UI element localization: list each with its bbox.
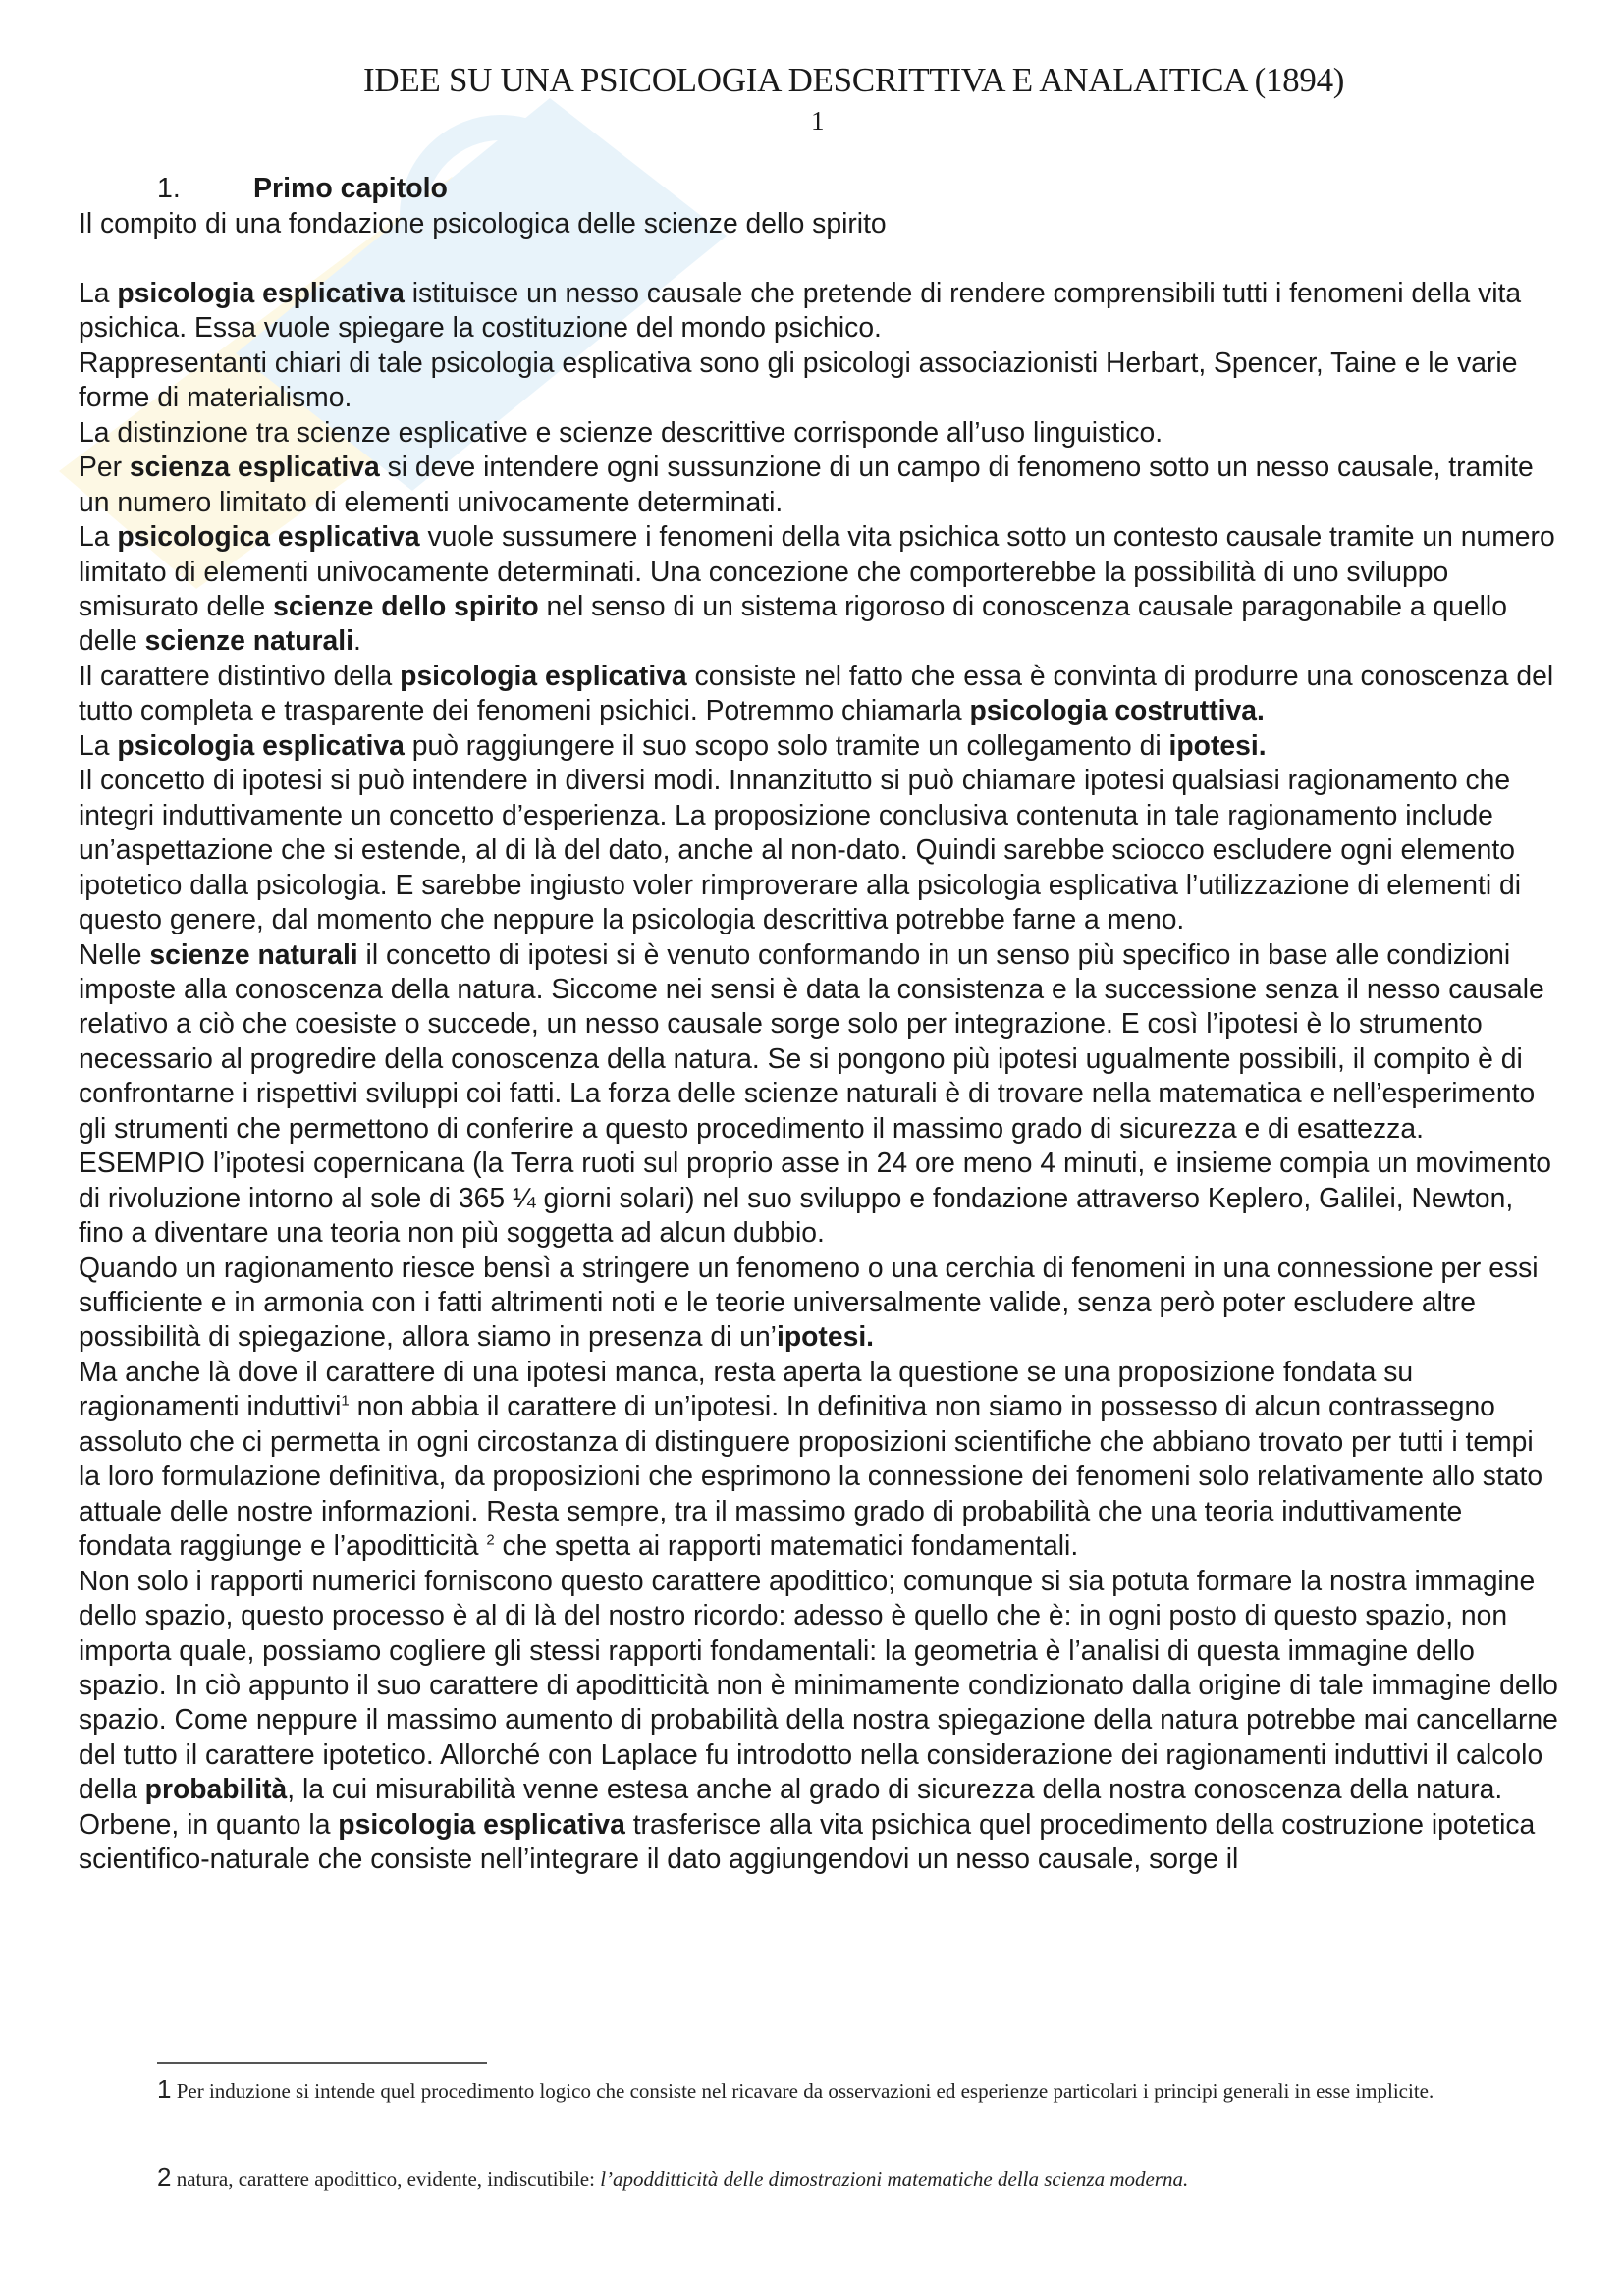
chapter-subtitle: Il compito di una fondazione psicologica delle scienze dello spirito [79, 207, 887, 239]
paragraph: La distinzione tra scienze esplicative e scienze descrittive corrisponde all’uso linguistico. [79, 415, 1163, 448]
paragraph: Il concetto di ipotesi si può intendere in diversi modi. Innanzitutto si può chiamare ipotesi qualsiasi ragionamento che integri induttivamente un concetto d’esperienza. La proposizione conclusiva contenuta in tale ragionamento include un’aspettazione che si estende, al di là del dato, anche al non-dato. Quindi sarebbe sciocco escludere ogni elemento ipotetico dalla psicologia. E sarebbe ingiusto voler rimproverare alla psicologia esplicativa l’utilizzazione di elementi di questo genere, dal momento che neppure la psicologia descrittiva potrebbe farne a meno. [79, 764, 1522, 935]
paragraph: Il carattere distintivo della psicologia esplicativa consiste nel fatto che essa è convinta di produrre una conoscenza del tutto completa e trasparente dei fenomeni psichici. Potremmo chiamarla psicologia costruttiva. [79, 659, 1554, 726]
footnote-number: 1 [157, 2074, 172, 2104]
footnote-separator [157, 2062, 487, 2064]
paragraph: La psicologia esplicativa istituisce un nesso causale che pretende di rendere comprensibili tutti i fenomeni della vita psichica. Essa vuole spiegare la costituzione del mondo psichico. [79, 276, 1522, 344]
footnote-2: 2 natura, carattere apodittico, evidente, indiscutibile: l’apodditticità delle dimostrazioni matematiche della scienza moderna. [157, 2163, 1189, 2192]
paragraph: Quando un ragionamento riesce bensì a stringere un fenomeno o una cerchia di fenomeni in una connessione per essi sufficiente e in armonia con i fatti altrimenti noti e le teorie universalmente valide, senza però poter escludere altre possibilità di spiegazione, allora siamo in presenza di un’ipotesi. [79, 1251, 1539, 1353]
paragraph: Per scienza esplicativa si deve intendere ogni sussunzione di un campo di fenomeno sotto un nesso causale, tramite un numero limitato di elementi univocamente determinati. [79, 451, 1534, 517]
paragraph: ESEMPIO l’ipotesi copernicana (la Terra ruoti sul proprio asse in 24 ore meno 4 minuti, e insieme compia un movimento di rivoluzione intorno al sole di 365 ¼ giorni solari) nel suo sviluppo e fondazione attraverso Keplero, Galilei, Newton, fino a diventare una teoria non più soggetta ad alcun dubbio. [79, 1147, 1551, 1249]
paragraph: Ma anche là dove il carattere di una ipotesi manca, resta aperta la questione se una proposizione fondata su ragionamenti induttivi$^1$ non abbia il carattere di un’ipotesi. In definitiva non siamo in possesso di alcun contrassegno assoluto che ci permetta in ogni circostanza di distinguere proposizioni scientifiche che abbiano trovato per tutti i tempi la loro formulazione definitiva, da proposizioni che esprimono la connessione dei fenomeni solo relativamente allo stato attuale delle nostre informazioni. Resta sempre, tra il massimo grado di probabilità che una teoria induttivamente fondata raggiunge e l’apoditticità $^2$ che spetta ai rapporti matematici fondamentali. [79, 1355, 1543, 1562]
footnote-ref[interactable]: 2 [486, 1531, 495, 1549]
chapter-heading [157, 173, 448, 205]
paragraph: Rappresentanti chiari di tale psicologia esplicativa sono gli psicologi associazionisti Herbart, Spencer, Taine e le varie forme di materialismo. [79, 346, 1518, 413]
paragraph: Orbene, in quanto la psicologia esplicativa trasferisce alla vita psichica quel procedimento della costruzione ipotetica scientifico-naturale che consiste nell’integrare il dato aggiungendovi un nesso causale, sorge il [79, 1807, 1536, 1875]
document-body [79, 206, 1561, 1877]
footnote-1: 1 Per induzione si intende quel procedimento logico che consiste nel ricavare da osservazioni ed esperienze particolari i principi generali in esse implicite. [157, 2074, 1434, 2104]
chapter-number: 1. [157, 173, 181, 204]
chapter-title: Primo capitolo [253, 173, 448, 204]
paragraph: La psicologica esplicativa vuole sussumere i fenomeni della vita psichica sotto un contesto causale tramite un numero limitato di elementi univocamente determinati. Una concezione che comporterebbe la possibilità di uno sviluppo smisurato delle scienze dello spirito nel senso di un sistema rigoroso di conoscenza causale paragonabile a quello delle scienze naturali. [79, 520, 1555, 657]
footnote-ref[interactable]: 1 [341, 1392, 350, 1410]
paragraph: Nelle scienze naturali il concetto di ipotesi si è venuto conformando in un senso più specifico in base alle condizioni imposte alla conoscenza della natura. Siccome nei sensi è data la consistenza e la successione senza il nesso causale relativo a ciò che coesiste o succede, un nesso causale sorge solo per integrazione. E così l’ipotesi è lo strumento necessario al progredire della conoscenza della natura. Se si pongono più ipotesi ugualmente possibili, il compito è di confrontarne i rispettivi sviluppi coi fatti. La forza delle scienze naturali è di trovare nella matematica e nell’esperimento gli strumenti che permettono di conferire a questo procedimento il massimo grado di sicurezza e di esattezza. [79, 937, 1544, 1144]
paragraph: Non solo i rapporti numerici forniscono questo carattere apodittico; comunque si sia potuta formare la nostra immagine dello spazio, questo processo è al di là del nostro ricordo: adesso è quello che è: in ogni posto di questo spazio, non importa quale, possiamo cogliere gli stessi rapporti fondamentali: la geometria è l’analisi di questa immagine dello spazio. In ciò appunto il suo carattere di apoditticità non è minimamente condizionato dalla origine di tale immagine dello spazio. Come neppure il massimo aumento di probabilità della nostra spiegazione della natura potrebbe mai cancellarne del tutto il carattere ipotetico. Allorché con Laplace fu introdotto nella considerazione dei ragionamenti induttivi il calcolo della probabilità, la cui misurabilità venne estesa anche al grado di sicurezza della nostra conoscenza della natura. [79, 1564, 1558, 1805]
document-title: IDEE SU UNA PSICOLOGIA DESCRITTIVA E ANALAITICA (1894) [363, 61, 1345, 99]
page-number: 1 [811, 106, 825, 135]
footnote-number: 2 [157, 2163, 172, 2192]
paragraph: La psicologia esplicativa può raggiungere il suo scopo solo tramite un collegamento di ipotesi. [79, 728, 1267, 761]
